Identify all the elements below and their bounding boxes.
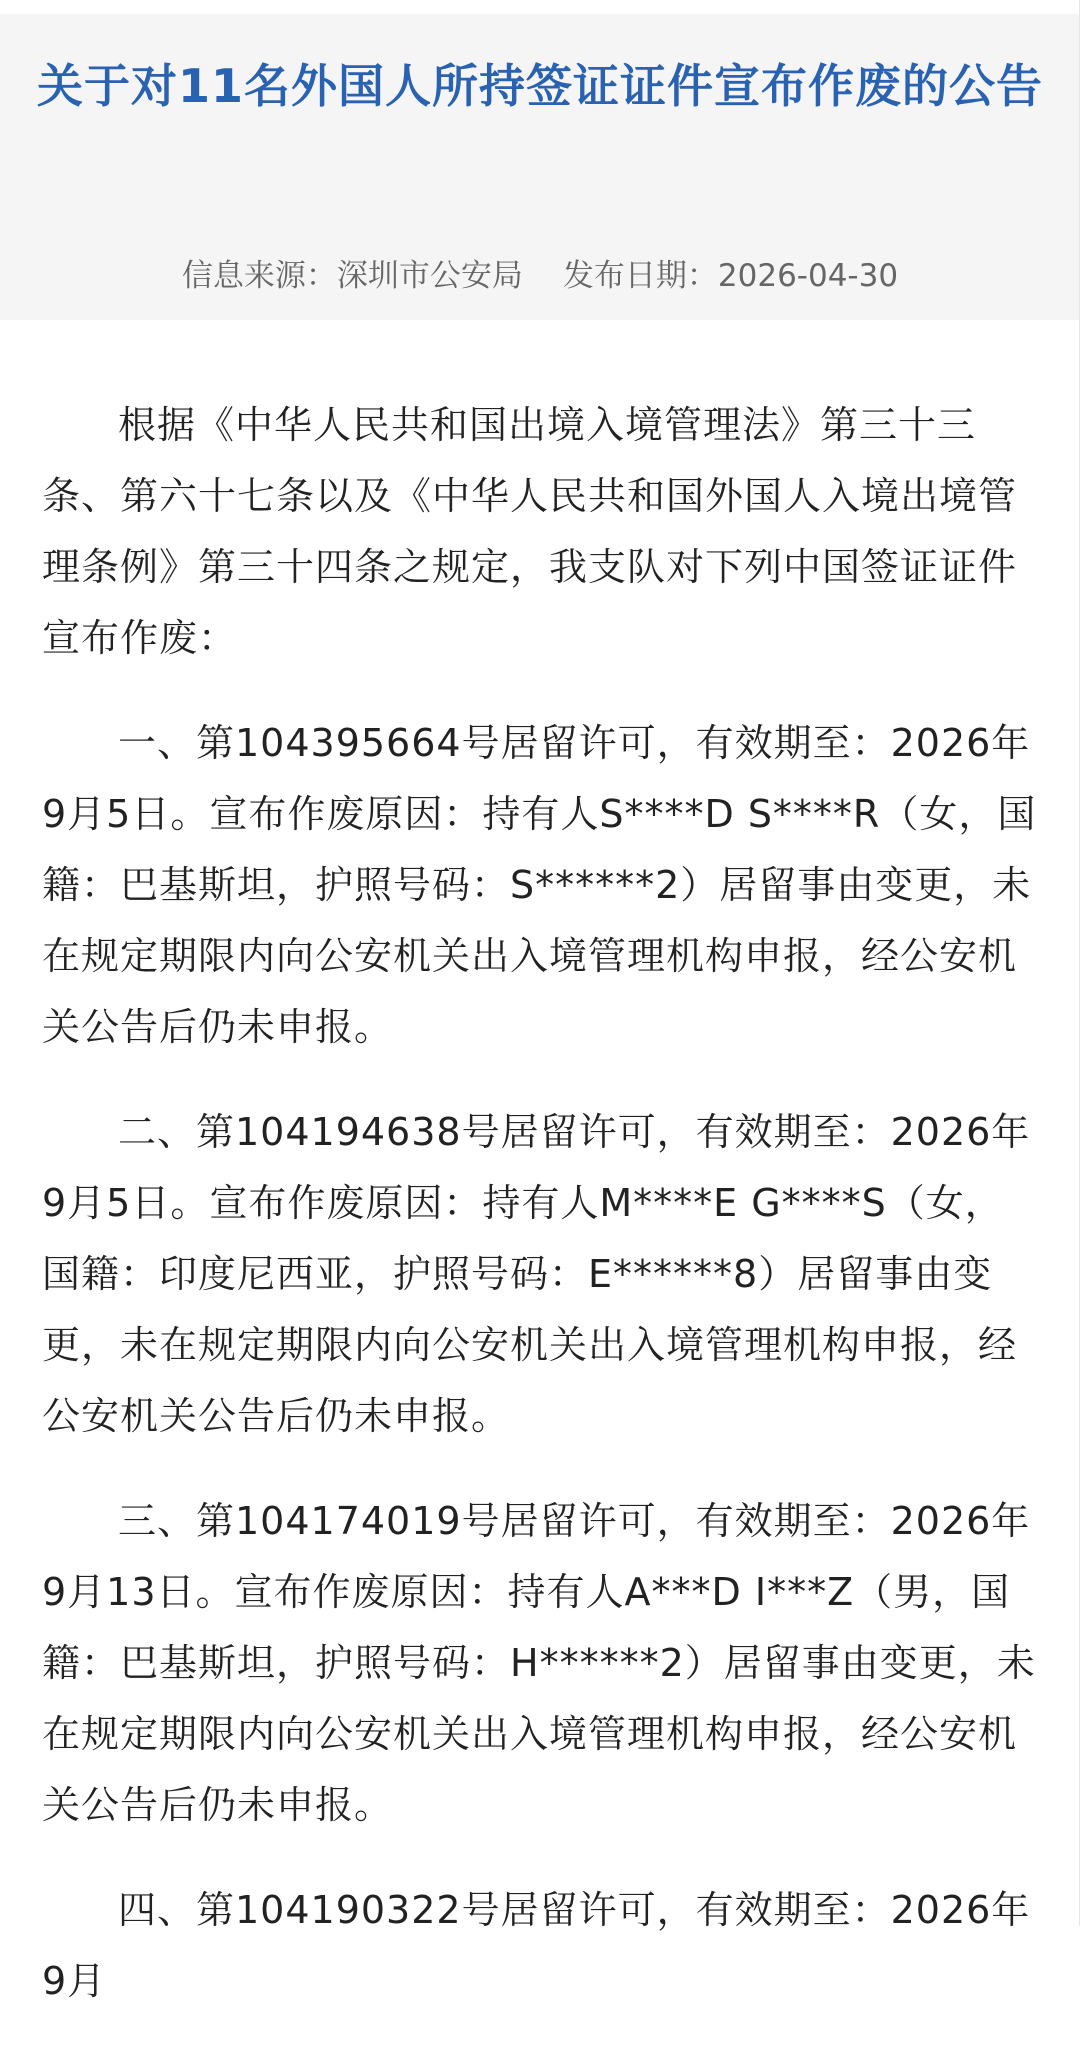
intro-paragraph: 根据《中华人民共和国出境入境管理法》第三十三条、第六十七条以及《中华人民共和国外国人入境出境管理条例》第三十四条之规定，我支队对下列中国签证证件宣布作废：: [42, 403, 1018, 660]
announcement-meta: [0, 254, 1080, 298]
publish-date: 发布日期：2026-04-30: [562, 258, 899, 294]
info-source: 信息来源：深圳市公安局: [181, 258, 523, 294]
announcement-header: [0, 14, 1080, 320]
item-paragraph-2: 二、第104194638号居留许可，有效期至：2026年9月5日。宣布作废原因：持有人M****E G****S（女，国籍：印度尼西亚，护照号码：E******8）居留事由变更，未在规定期限内向公安机关出入境管理机构申报，经公安机关公告后仍未申报。: [42, 1110, 1031, 1438]
announcement-body: [42, 390, 1038, 2051]
page-title: 关于对11名外国人所持签证证件宣布作废的公告: [36, 59, 1043, 113]
item-paragraph-3: 三、第104174019号居留许可，有效期至：2026年9月13日。宣布作废原因：持有人A***D I***Z（男，国籍：巴基斯坦，护照号码：H******2）居留事由变更，未在规定期限内向公安机关出入境管理机构申报，经公安机关公告后仍未申报。: [42, 1499, 1036, 1827]
item-paragraph-4: 四、第104190322号居留许可，有效期至：2026年9月: [42, 1888, 1031, 2003]
item-paragraph-1: 一、第104395664号居留许可，有效期至：2026年9月5日。宣布作废原因：持有人S****D S****R（女，国籍：巴基斯坦，护照号码：S******2）居留事由变更，未在规定期限内向公安机关出入境管理机构申报，经公安机关公告后仍未申报。: [42, 721, 1037, 1049]
